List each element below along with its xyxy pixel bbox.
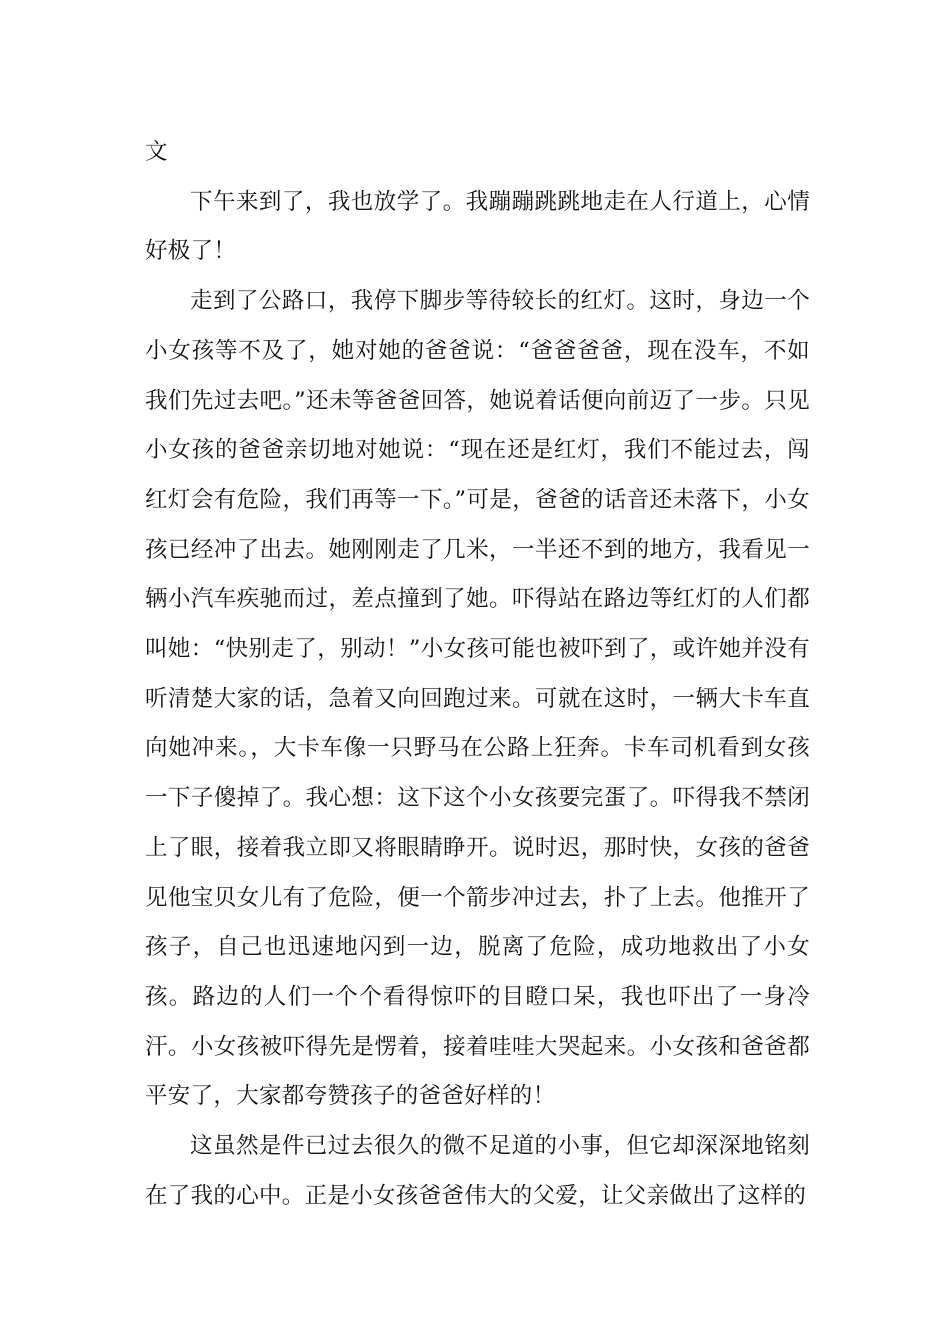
paragraph-1: 下午来到了，我也放学了。我蹦蹦跳跳地走在人行道上，心情好极了！	[145, 188, 810, 265]
paragraph-3: 这虽然是件已过去很久的微不足道的小事，但它却深深地铭刻在了我的心中。正是小女孩爸爸伟大的父爱，让父亲做出了这样的	[145, 1133, 810, 1209]
title-fragment: 文	[145, 139, 168, 165]
paragraph-2: 走到了公路口，我停下脚步等待较长的红灯。这时，身边一个小女孩等不及了，她对她的爸爸说：“爸爸爸爸，现在没车，不如我们先过去吧。”还未等爸爸回答，她说着话便向前迈了一步。只见小女孩的爸爸亲切地对她说：“现在还是红灯，我们不能过去，闯红灯会有危险，我们再等一下。”可是，爸爸的话音还未落下，小女孩已经冲了出去。她刚刚走了几米，一半还不到的地方，我看见一辆小汽车疾驰而过，差点撞到了她。吓得站在路边等红灯的人们都叫她：“快别走了，别动！”小女孩可能也被吓到了，或许她并没有听清楚大家的话，急着又向回跑过来。可就在这时，一辆大卡车直向她冲来。，大卡车像一只野马在公路上狂奔。卡车司机看到女孩一下子傻掉了。我心想：这下这个小女孩要完蛋了。吓得我不禁闭上了眼，接着我立即又将眼睛睁开。说时迟，那时快，女孩的爸爸见他宝贝女儿有了危险，便一个箭步冲过去，扑了上去。他推开了孩子，自己也迅速地闪到一边，脱离了危险，成功地救出了小女孩。路边的人们一个个看得惊吓的目瞪口呆，我也吓出了一身冷汗。小女孩被吓得先是愣着，接着哇哇大哭起来。小女孩和爸爸都平安了，大家都夸赞孩子的爸爸好样的！	[145, 288, 810, 1110]
document-body	[145, 128, 810, 1221]
